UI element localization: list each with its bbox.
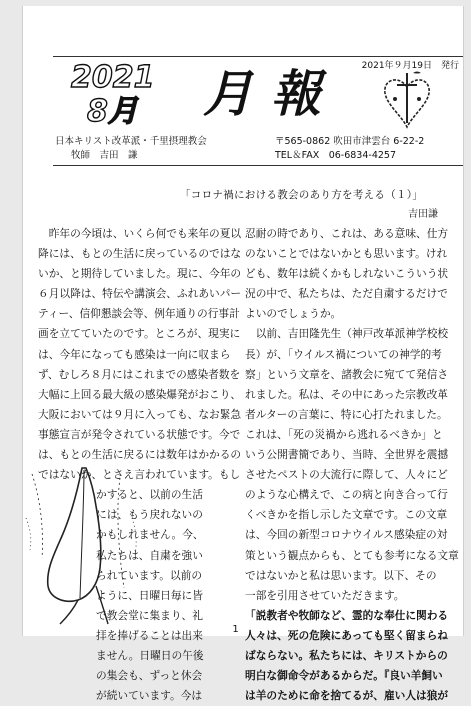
text-line: 事態宣言が発令されている状態です。今で — [38, 427, 241, 441]
text-line: 画を立てていたのです。ところが、現実に — [38, 327, 241, 341]
text-line: させたペストの大流行に際して、人々にど — [245, 468, 448, 482]
pastor-name: 牧師 吉田 謙 — [71, 150, 138, 161]
cross-heart-emblem-icon — [379, 69, 435, 133]
text-line: くべきかを指し示した文章です。この文章 — [245, 508, 448, 522]
text-line: れました。私は、その中にあった宗教改革 — [245, 387, 448, 401]
text-line: 者ルターの言葉に、特に心打たれました。 — [245, 407, 448, 421]
praying-hands-icon — [20, 458, 150, 632]
text-line: の集会も、ずっと休会 — [96, 669, 203, 683]
page-number: 1 — [232, 624, 239, 635]
article-author: 吉田謙 — [408, 209, 438, 220]
masthead — [53, 56, 463, 166]
text-line: かもしれません。今、 — [96, 528, 204, 542]
publish-date: 2021年９月19日 発行 — [361, 61, 459, 71]
article-title: 「コロナ禍における教会のあり方を考える（１）」 — [180, 189, 424, 201]
text-line: ども、数年は続くかもしれないこういう状 — [245, 267, 449, 281]
church-address: 〒565-0862 吹田市津雲台 6-22-2 — [275, 136, 425, 147]
text-line: 大幅に上回る最大級の感染爆発がおこり、 — [38, 387, 242, 401]
text-line: で教会堂に集まり、礼 — [96, 608, 203, 622]
newsletter-title: 月報 — [203, 64, 339, 123]
text-line: かすると、以前の生活 — [96, 488, 203, 502]
text-line: 拝を捧げることは出来 — [96, 628, 203, 642]
text-line: ず、むしろ８月にはこれまでの感染者数を — [38, 367, 241, 381]
text-line: 況の中で、私たちは、ただ自粛するだけで — [245, 287, 448, 301]
text-line: ません。日曜日の午後 — [96, 648, 204, 662]
text-line: 私たちは、自粛を強い — [96, 548, 203, 562]
text-line: のないことではないかとも思います。けれ — [245, 247, 448, 261]
text-line: られています。以前の — [96, 568, 203, 582]
issue-year: 2021 — [71, 60, 155, 95]
text-line: 以前、吉田隆先生（神戸改革派神学校校 — [245, 327, 449, 341]
text-line: いか、と期待していました。現に、今年の — [38, 267, 242, 281]
text-line: には、もう戻れないの — [96, 508, 203, 522]
text-line: これは、「死の災禍から逃れるべきか」と — [245, 427, 443, 441]
church-name: 日本キリスト改革派・千里摂理教会 — [55, 136, 207, 147]
text-line: のような心構えで、この病と向き合って行 — [245, 488, 448, 502]
quote-line: 明白な御命令があるからだ。『良い羊飼い — [245, 669, 443, 683]
text-line: ではないか、とさえ言われています。もし — [38, 468, 241, 482]
church-tel-fax: TEL＆FAX 06-6834-4257 — [275, 150, 396, 161]
text-line: いう公開書簡であり、当時、全世界を震撼 — [245, 448, 449, 462]
issue-month: 8月 — [87, 94, 138, 129]
text-line: 昨年の今頃は、いくら何でも来年の夏以 — [38, 227, 242, 240]
text-line: よいのでしょうか。 — [245, 307, 342, 321]
text-line: は、今年になっても感染は一向に収まら — [38, 347, 231, 361]
text-line: は、もとの生活に戻るには数年はかかるの — [38, 448, 242, 462]
quote-line: 人々は、死の危険にあっても堅く留まらね — [245, 628, 448, 642]
text-line: ティー、信仰懇談会等、例年通りの行事計 — [38, 307, 240, 321]
text-line: ６月以降は、特伝や講演会、ふれあいパー — [38, 287, 242, 301]
text-line: 察」という文章を、諸教会に宛てて発信さ — [245, 367, 449, 381]
quote-line: は羊のために命を捨てるが、雇い人は狼が — [245, 689, 449, 703]
text-line: 長）が、「ウイルス禍についての神学的考 — [245, 347, 442, 361]
text-line: ように、日曜日毎に皆 — [96, 588, 203, 602]
quote-line: 「説教者や牧師など、霊的な奉仕に関わる — [245, 608, 449, 622]
quote-line: ばならない。私たちには、キリストからの — [245, 648, 448, 662]
text-line: は、今回の新型コロナウイルス感染症の対 — [245, 528, 448, 542]
text-line: が続いています。今は — [96, 689, 203, 703]
text-line: 降には、もとの生活に戻っているのではな — [38, 247, 242, 261]
text-line: ではないかと私は思います。以下、その — [245, 568, 437, 582]
text-line: 策という観点からも、とても参考になる文章 — [245, 548, 459, 562]
text-line: 忍耐の時であり、これは、ある意味、仕方 — [245, 227, 449, 240]
text-line: 大阪においては９月に入っても、なお緊急 — [38, 407, 242, 421]
text-line: 一部を引用させていただきます。 — [245, 588, 405, 602]
